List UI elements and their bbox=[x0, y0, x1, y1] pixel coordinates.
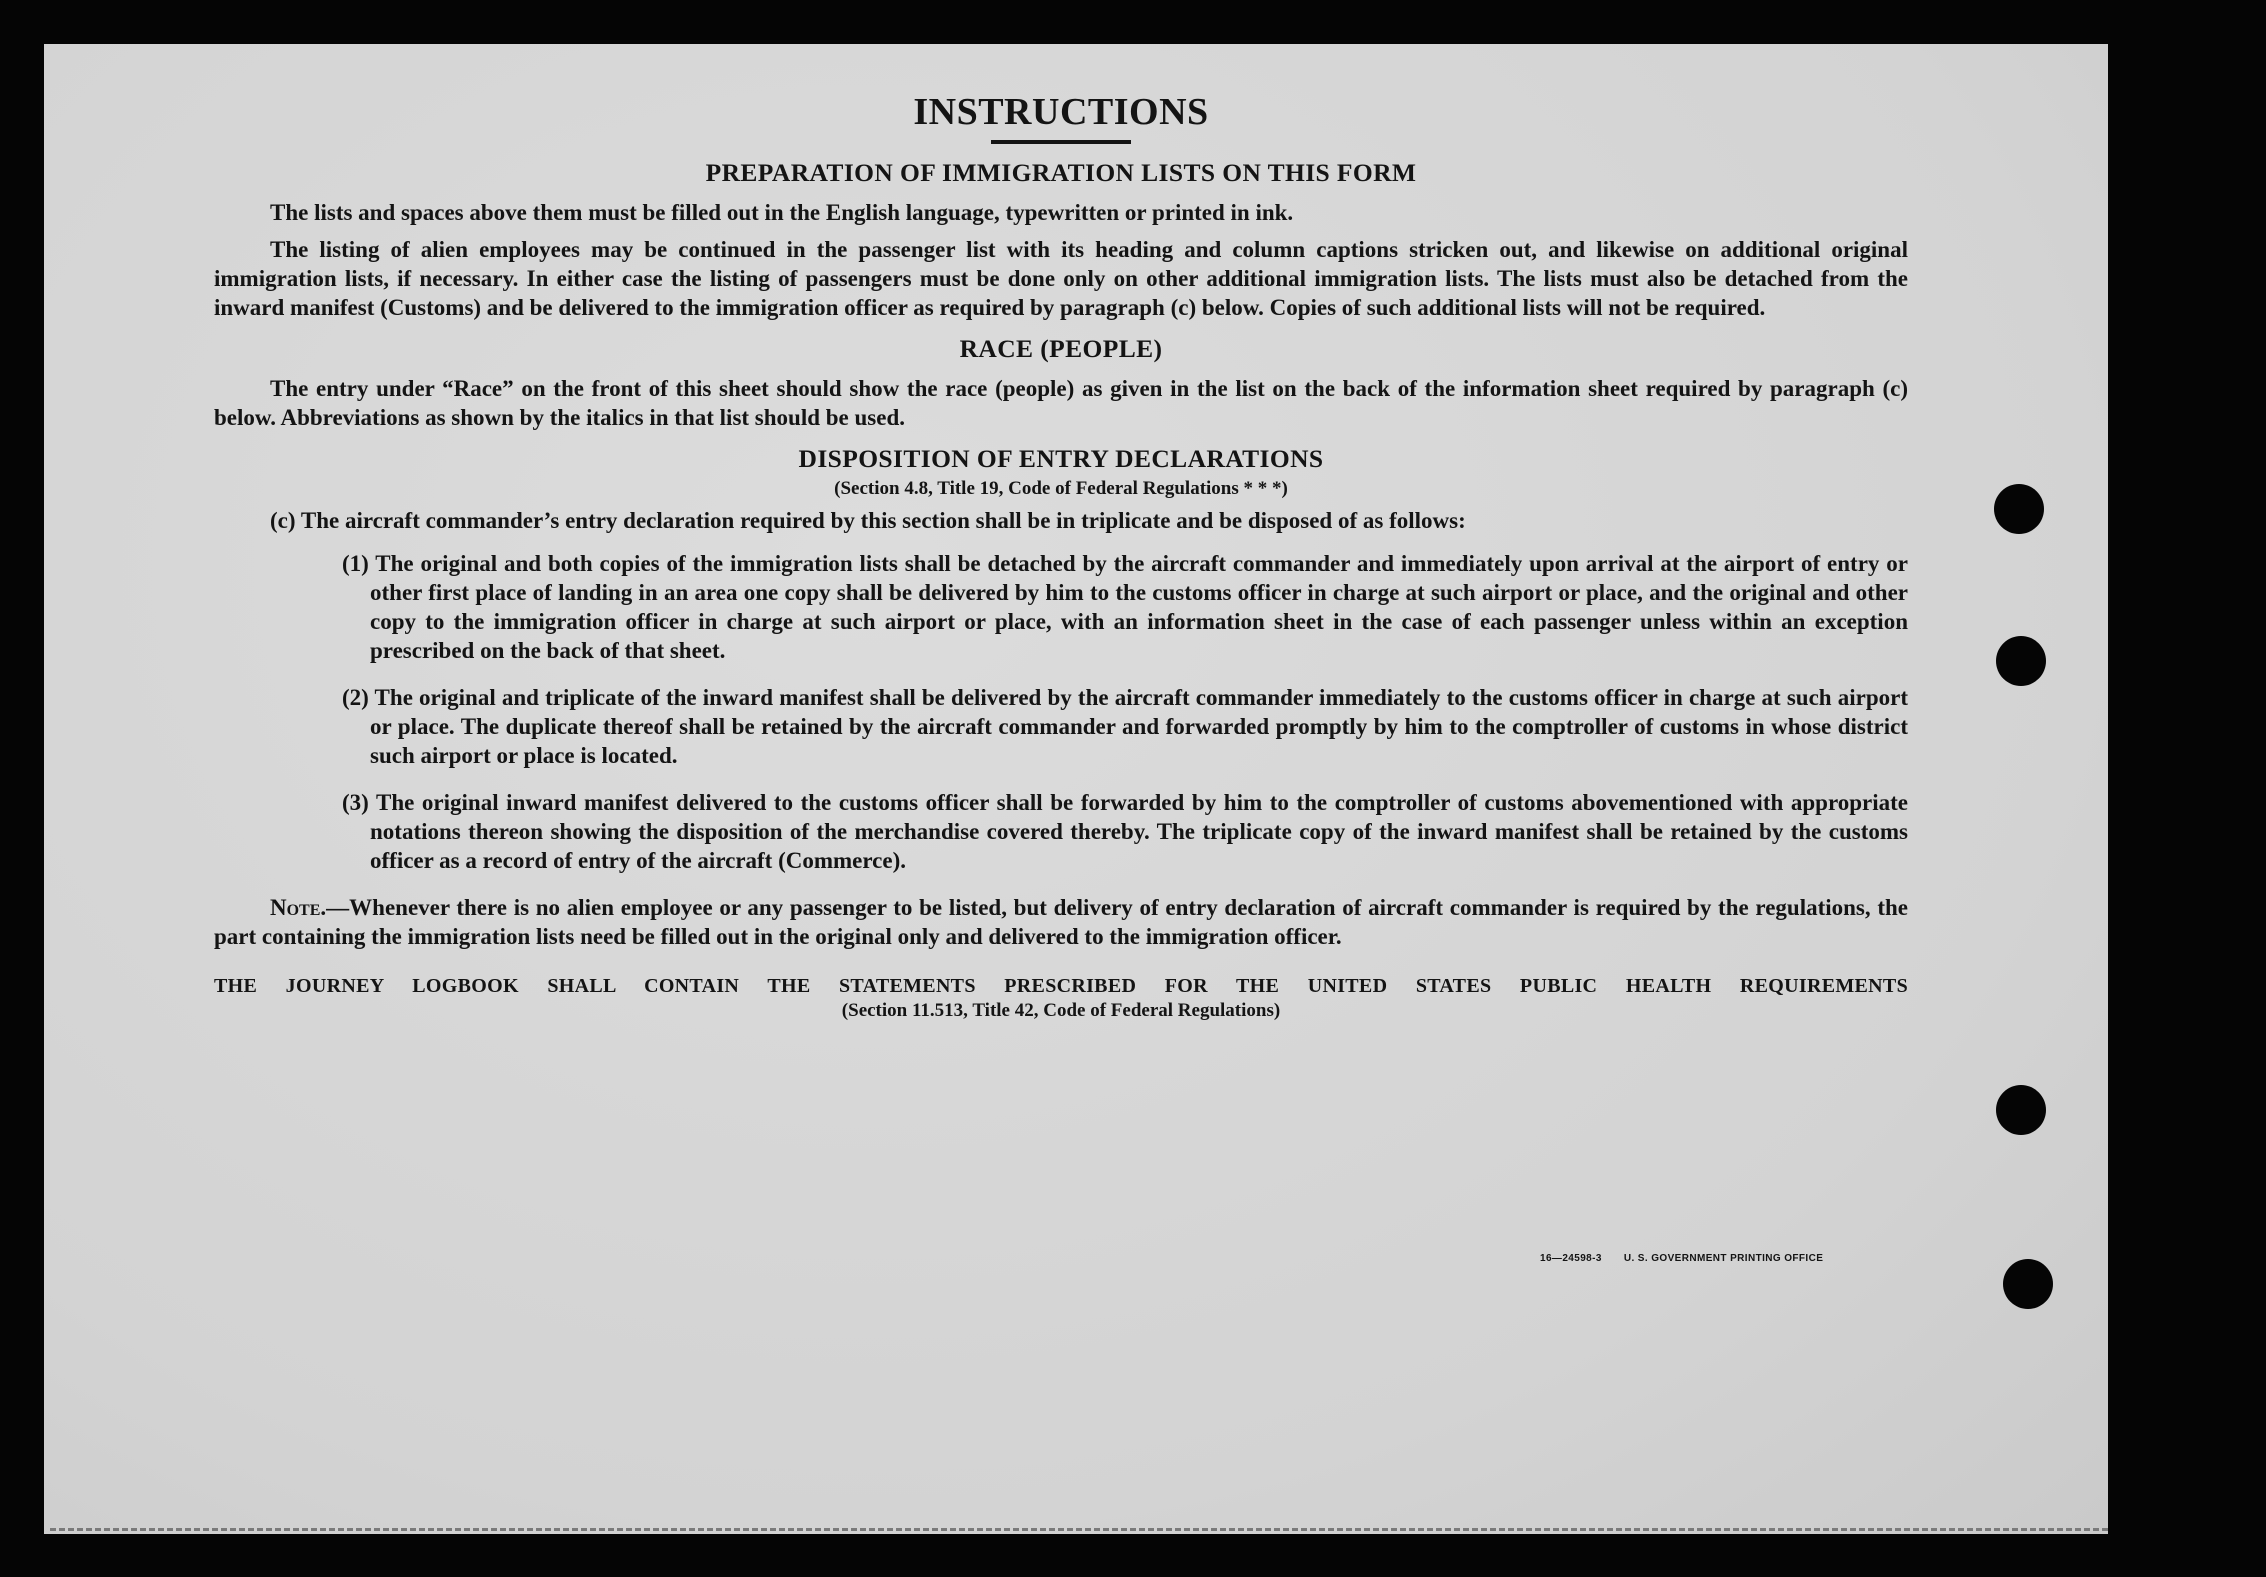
preparation-paragraph-1: The lists and spaces above them must be filled out in the English language, typewritten or printed in ink. bbox=[270, 200, 1294, 225]
note-text: —Whenever there is no alien employee or any passenger to be listed, but delivery of entry declaration of aircraft commander is required by the regulations, the part containing the immigration lists need be filled out in the original only and delivered to the immigration officer. bbox=[214, 895, 1908, 949]
instructions-content bbox=[214, 90, 1908, 1022]
preparation-paragraph-2: The listing of alien employees may be continued in the passenger list with its heading and column captions stricken out, and likewise on additional original immigration lists, if necessary. In either case the listing of passengers must be done only on other additional immigration lists. The lists must also be detached from the inward manifest (Customs) and be delivered to the immigration officer as required by paragraph (c) below. Copies of such additional lists will not be required. bbox=[214, 237, 1908, 320]
disposition-item-2: (2) The original and triplicate of the inward manifest shall be delivered by the aircraft commander immediately to the customs officer in charge at such airport or place. The duplicate thereof shall be retained by the aircraft commander and forwarded promptly by him to the comptroller of customs in whose district such airport or place is located. bbox=[342, 685, 1908, 768]
punch-hole-1 bbox=[1994, 484, 2044, 534]
health-requirements-citation: (Section 11.513, Title 42, Code of Federal Regulations) bbox=[841, 1000, 1281, 1021]
note-paragraph bbox=[214, 893, 1908, 951]
printer-imprint bbox=[1540, 1253, 1823, 1264]
preparation-heading: PREPARATION OF IMMIGRATION LISTS ON THIS FORM bbox=[705, 158, 1417, 187]
health-requirements-statement: THE JOURNEY LOGBOOK SHALL CONTAIN THE STATEMENTS PRESCRIBED FOR THE UNITED STATES PUBLIC HEALTH REQUIREMENTS bbox=[214, 975, 1908, 997]
punch-hole-4 bbox=[2003, 1259, 2053, 1309]
race-heading: RACE (PEOPLE) bbox=[959, 334, 1163, 363]
printer-name: U. S. GOVERNMENT PRINTING OFFICE bbox=[1623, 1253, 1824, 1264]
sheet-bottom-edge bbox=[50, 1528, 2108, 1531]
disposition-item-1: (1) The original and both copies of the immigration lists shall be detached by the aircraft commander and immediately upon arrival at the airport of entry or other first place of landing in an area one copy shall be delivered by him to the customs officer in charge at such airport or place, and the original and other copy to the immigration officer in charge at such airport or place, with an information sheet in the case of each passenger unless within an exception prescribed on the back of that sheet. bbox=[342, 551, 1908, 663]
title-rule bbox=[991, 140, 1131, 144]
disposition-citation: (Section 4.8, Title 19, Code of Federal Regulations * * *) bbox=[834, 478, 1288, 499]
page-title: INSTRUCTIONS bbox=[913, 91, 1209, 133]
punch-hole-2 bbox=[1996, 636, 2046, 686]
note-label: Note. bbox=[270, 895, 327, 920]
form-number: 16—24598-3 bbox=[1540, 1253, 1602, 1264]
punch-hole-3 bbox=[1996, 1085, 2046, 1135]
disposition-paragraph-c: (c) The aircraft commander’s entry declaration required by this section shall be in triplicate and be disposed of as follows: bbox=[270, 508, 1466, 533]
race-paragraph: The entry under “Race” on the front of this sheet should show the race (people) as given in the list on the back of the information sheet required by paragraph (c) below. Abbreviations as shown by the italics in that list should be used. bbox=[214, 376, 1908, 430]
disposition-heading: DISPOSITION OF ENTRY DECLARATIONS bbox=[798, 444, 1324, 473]
disposition-item-3: (3) The original inward manifest delivered to the customs officer shall be forwarded by him to the comptroller of customs abovementioned with appropriate notations thereon showing the disposition of the merchandise covered thereby. The triplicate copy of the inward manifest shall be retained by the customs officer as a record of entry of the aircraft (Commerce). bbox=[342, 790, 1908, 873]
